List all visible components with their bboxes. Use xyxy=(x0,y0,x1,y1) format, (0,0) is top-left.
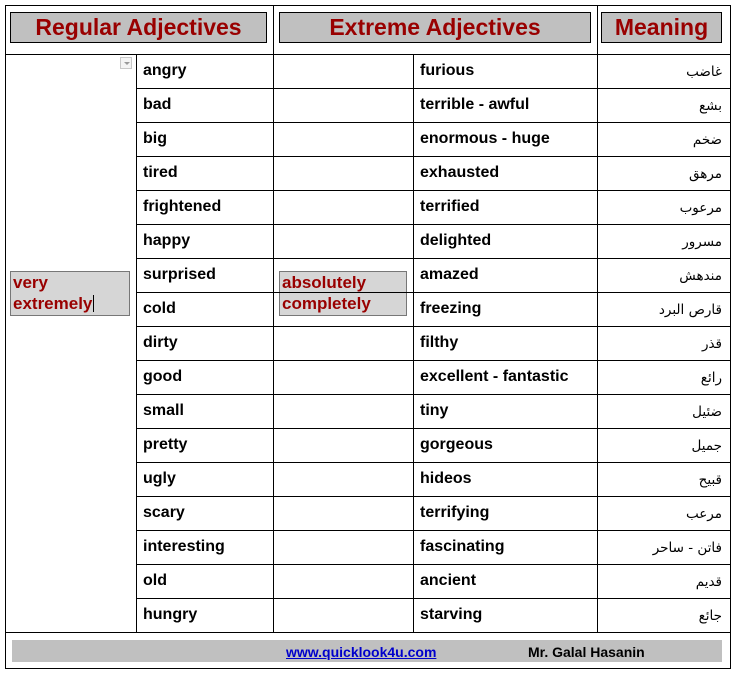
row-divider xyxy=(598,394,731,395)
regular-word-column-border xyxy=(136,54,137,632)
row-divider xyxy=(598,530,731,531)
extreme-adjective-cell: tiny xyxy=(420,402,449,419)
meaning-cell: مرعوب xyxy=(679,200,722,216)
header-extreme-adjectives: Extreme Adjectives xyxy=(279,12,591,43)
regular-adjective-cell: ugly xyxy=(143,470,176,487)
regular-adjective-cell: happy xyxy=(143,232,191,249)
extreme-adjective-cell: filthy xyxy=(420,334,459,351)
row-divider xyxy=(137,360,597,361)
divider-extreme-meaning xyxy=(597,5,598,632)
meaning-cell: مرعب xyxy=(686,506,722,522)
regular-adjective-cell: small xyxy=(143,402,184,419)
extreme-modifiers-box[interactable] xyxy=(279,271,407,316)
regular-adjective-cell: hungry xyxy=(143,606,198,623)
row-divider xyxy=(137,88,597,89)
website-link[interactable]: www.quicklook4u.com xyxy=(286,644,437,660)
meaning-cell: قديم xyxy=(695,574,722,590)
row-divider xyxy=(137,530,597,531)
row-divider xyxy=(137,122,597,123)
meaning-cell: ضخم xyxy=(692,132,722,148)
row-divider xyxy=(137,496,597,497)
row-divider xyxy=(598,598,731,599)
meaning-cell: جميل xyxy=(691,438,722,454)
row-divider xyxy=(598,428,731,429)
meaning-cell: فاتن - ساحر xyxy=(652,540,722,556)
row-divider xyxy=(137,428,597,429)
regular-adjective-cell: old xyxy=(143,572,167,589)
regular-adjective-cell: frightened xyxy=(143,198,222,215)
extreme-adjective-cell: excellent - fantastic xyxy=(420,368,569,385)
row-divider xyxy=(598,122,731,123)
header-meaning: Meaning xyxy=(601,12,722,43)
regular-adjective-cell: good xyxy=(143,368,183,385)
row-divider xyxy=(598,156,731,157)
modifier-completely: completely xyxy=(282,294,371,313)
row-divider xyxy=(598,360,731,361)
row-divider xyxy=(598,462,731,463)
row-divider xyxy=(598,326,731,327)
row-divider xyxy=(137,598,597,599)
regular-adjective-cell: big xyxy=(143,130,167,147)
row-divider xyxy=(598,88,731,89)
regular-adjective-cell: bad xyxy=(143,96,172,113)
regular-modifiers-box[interactable] xyxy=(10,271,130,316)
regular-adjective-cell: surprised xyxy=(143,266,216,283)
row-divider xyxy=(137,326,597,327)
row-divider xyxy=(137,394,597,395)
regular-adjective-cell: scary xyxy=(143,504,185,521)
extreme-adjective-cell: amazed xyxy=(420,266,479,283)
meaning-cell: بشع xyxy=(699,98,722,114)
meaning-cell: قارص البرد xyxy=(658,302,722,318)
author-name: Mr. Galal Hasanin xyxy=(528,644,645,660)
extreme-adjective-cell: hideos xyxy=(420,470,472,487)
row-divider xyxy=(137,224,597,225)
modifier-absolutely: absolutely xyxy=(282,273,367,292)
regular-adjective-cell: tired xyxy=(143,164,178,181)
extreme-adjective-cell: terrible - awful xyxy=(420,96,530,113)
meaning-cell: مندهش xyxy=(679,268,722,284)
extreme-adjective-cell: terrifying xyxy=(420,504,490,521)
extreme-adjective-cell: exhausted xyxy=(420,164,500,181)
regular-adjective-cell: dirty xyxy=(143,334,178,351)
row-divider xyxy=(137,462,597,463)
dropdown-arrow-icon[interactable] xyxy=(120,57,132,69)
header-regular-adjectives: Regular Adjectives xyxy=(10,12,267,43)
row-divider xyxy=(137,156,597,157)
footer-top-border xyxy=(5,632,731,633)
extreme-adjective-cell: freezing xyxy=(420,300,482,317)
extreme-word-column-border xyxy=(413,54,414,632)
row-divider xyxy=(137,292,597,293)
meaning-cell: رائع xyxy=(700,370,722,386)
extreme-adjective-cell: starving xyxy=(420,606,483,623)
row-divider xyxy=(137,190,597,191)
meaning-cell: مسرور xyxy=(682,234,722,250)
extreme-adjective-cell: ancient xyxy=(420,572,477,589)
regular-adjective-cell: pretty xyxy=(143,436,188,453)
row-divider xyxy=(598,564,731,565)
row-divider xyxy=(598,496,731,497)
row-divider xyxy=(137,564,597,565)
row-divider xyxy=(598,190,731,191)
meaning-cell: جائع xyxy=(698,608,722,624)
header-bottom-border xyxy=(5,54,731,55)
extreme-adjective-cell: furious xyxy=(420,62,475,79)
modifier-extremely: extremely xyxy=(13,294,93,313)
extreme-adjective-cell: fascinating xyxy=(420,538,505,555)
extreme-adjective-cell: delighted xyxy=(420,232,492,249)
text-cursor xyxy=(93,295,94,312)
meaning-cell: ضئيل xyxy=(692,404,722,420)
extreme-adjective-cell: terrified xyxy=(420,198,480,215)
meaning-cell: قبيح xyxy=(698,472,722,488)
row-divider xyxy=(137,258,597,259)
row-divider xyxy=(598,224,731,225)
divider-regular-extreme xyxy=(273,5,274,632)
meaning-cell: قذر xyxy=(701,336,722,352)
extreme-adjective-cell: enormous - huge xyxy=(420,130,550,147)
row-divider xyxy=(598,258,731,259)
row-divider xyxy=(598,292,731,293)
meaning-cell: مرهق xyxy=(688,166,722,182)
regular-adjective-cell: angry xyxy=(143,62,187,79)
meaning-cell: غاضب xyxy=(686,64,722,80)
extreme-adjective-cell: gorgeous xyxy=(420,436,493,453)
regular-adjective-cell: interesting xyxy=(143,538,225,555)
modifier-very: very xyxy=(13,273,48,292)
regular-adjective-cell: cold xyxy=(143,300,176,317)
